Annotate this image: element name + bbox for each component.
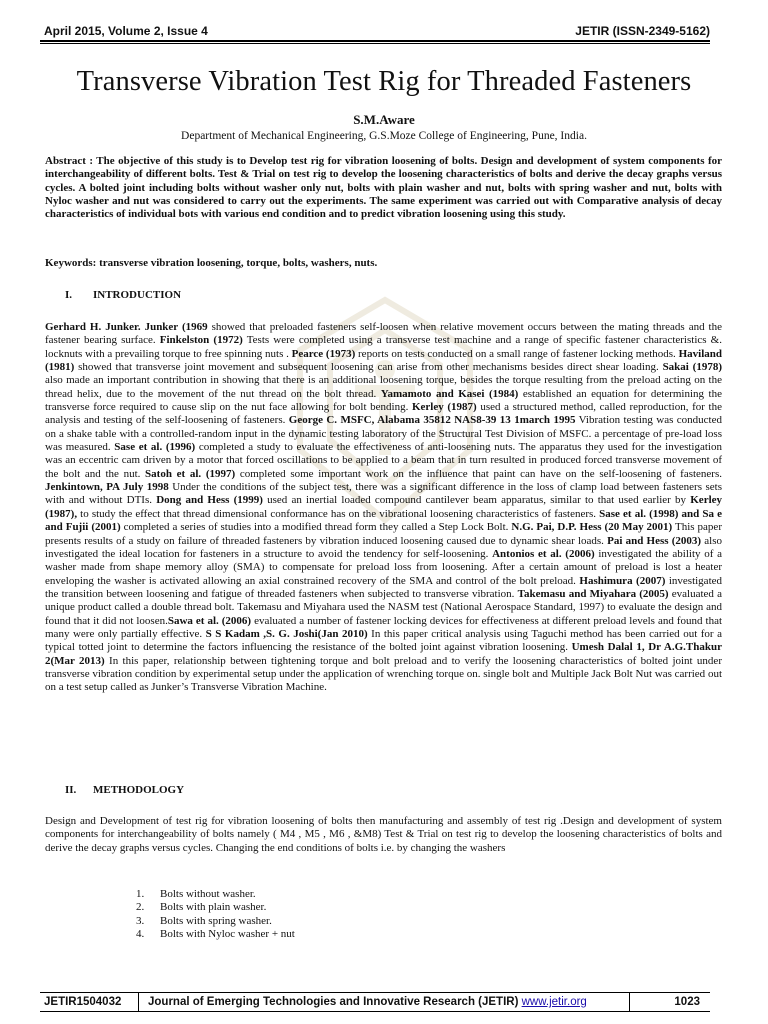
washer-condition-list xyxy=(136,888,295,942)
intro-run: used a structured method, called reproduction, for the analysis and testing of the self-loosening of fasteners. xyxy=(45,401,722,427)
intro-run: evaluated a unique product called a double thread bolt. Takemasu and Miyahara used the NASM test (National Aerospace Standard, 1997) to evaluate the design and found that it did not loosen. xyxy=(45,587,723,627)
intro-run: used an inertial loaded compound cantilever beam apparatus, similar to that used earlier by xyxy=(262,494,691,507)
citation: S S Kadam ,S. G. Joshi(Jan 2010) xyxy=(205,627,368,640)
list-number: 3. xyxy=(136,914,145,927)
citation: Jenkintown, PA July 1998 xyxy=(45,481,169,494)
keywords: Keywords: transverse vibration loosening, torque, bolts, washers, nuts. xyxy=(45,257,378,269)
citation: Yamamoto and Kasei (1984) xyxy=(380,387,519,400)
author-affiliation: Department of Mechanical Engineering, G.S.Moze College of Engineering, Pune, India. xyxy=(181,130,587,142)
intro-run: Vibration testing was conducted on a shake table with a controlled-random input in the dynamic testing laboratory of the Structural Test Division of MSFC. a percentage of pre-load loss was measured. xyxy=(45,414,722,454)
citation: Haviland (1981) xyxy=(45,347,722,374)
journal-issn: JETIR (ISSN-2349-5162) xyxy=(575,24,710,38)
intro-run: Tests were completed using a transverse test machine and a range of specific fastener characteristics &. locknuts with a prevailing torque to free spinning nuts . xyxy=(45,334,722,360)
methodology-text: Design and Development of test rig for vibration loosening of bolts then manufacturing and assembly of test rig .Design and development of system components for interchangeability of bolts namely ( M4 , M5 , M6 , &M8) Test & Trial on test rig to develop the loosening characteristics of bolts and derive the decay graphs versus cycles. Changing the end conditions of bolts i.e. by changing the washers xyxy=(45,815,722,854)
intro-run: In this paper critical analysis using Taguchi method has been carried out for a typical totted joint to determine the factors influencing the resistance of the bolted joint against vibration loosening. xyxy=(45,627,722,654)
introduction-text xyxy=(45,321,722,695)
section-heading-methodology xyxy=(65,784,184,796)
citation: Sase et al. (1996) xyxy=(114,441,196,454)
intro-run: completed some important work on the influence that paint can have on the self-loosening of fasteners. xyxy=(235,467,722,480)
section-title: METHODOLOGY xyxy=(93,784,185,796)
citation: Antonios et al. (2006) xyxy=(492,547,595,560)
intro-run: showed that transverse joint movement and subsequent loosening can arise from other mechanisms besides direct shear loading. xyxy=(74,361,663,374)
citation: Gerhard H. Junker. Junker (1969 xyxy=(45,321,208,333)
page-number: 1023 xyxy=(674,996,700,1008)
list-number: 4. xyxy=(136,928,145,941)
intro-run: also investigated the ideal location for fasteners in a structure to avoid the tendency for self-loosening. xyxy=(45,534,722,560)
paper-title: Transverse Vibration Test Rig for Threaded Fasteners xyxy=(76,66,692,97)
footer-rule-bottom xyxy=(40,1011,710,1012)
list-text: Bolts with spring washer. xyxy=(160,914,272,927)
page-header xyxy=(40,20,710,38)
journal-link[interactable]: www.jetir.org xyxy=(521,996,587,1008)
citation: Sawa et al. (2006) xyxy=(167,614,252,627)
list-number: 1. xyxy=(136,888,145,900)
intro-run: In this paper, relationship between tightening torque and bolt preload and to verify the loosening characteristics of bolted joint under transverse vibration condition by experimental setup under the application of wrenching torque on. single bolt and Multiple Jack Bolt Nut was carried out on a test setup called as Junker’s Transverse Vibration Machine. xyxy=(45,654,722,694)
section-title: INTRODUCTION xyxy=(93,289,182,301)
footer-divider xyxy=(138,992,139,1011)
section-heading-introduction xyxy=(65,289,181,301)
intro-run: completed a series of studies into a modified thread form they called a Step Lock Bolt. xyxy=(120,521,512,534)
citation: Pearce (1973) xyxy=(291,347,356,360)
list-number: 2. xyxy=(136,901,145,914)
journal-name xyxy=(148,996,587,1008)
citation: George C. MSFC, Alabama 35812 NAS8-39 13 1march 1995 xyxy=(288,414,576,427)
citation: N.G. Pai, D.P. Hess (20 May 2001) xyxy=(511,521,673,534)
article-id: JETIR1504032 xyxy=(44,996,122,1008)
issue-date: April 2015, Volume 2, Issue 4 xyxy=(44,24,208,38)
list-text: Bolts without washer. xyxy=(160,888,256,900)
intro-run: completed a study to evaluate the effectiveness of anti-loosening nuts. The apparatus they used for the investigation was an eccentric cam driven by a motor that forced oscillations to be applied to a beam that in turn resulted in produced forced transverse movement of the bolt and the nut. xyxy=(45,441,722,480)
header-rule-thin xyxy=(40,43,710,44)
section-number: I. xyxy=(65,289,73,301)
intro-run: This paper presents results of a study on failure of threaded fasteners by vibration induced loosening caused due to dynamic shear loads. xyxy=(45,521,722,547)
intro-run: investigated the ability of a washer made from shape memory alloy (SMA) to compensate for preload loss from loosening. After a certain amount of preload is lost a heater enveloping the washer is activated allowing an axial constrained recovery of the SMA and control of the bolt preload. xyxy=(45,547,722,587)
list-text: Bolts with Nyloc washer + nut xyxy=(160,928,295,941)
citation: Umesh Dalal 1, Dr A.G.Thakur 2(Mar 2013) xyxy=(45,641,722,667)
citation: Hashimura (2007) xyxy=(579,574,666,587)
citation: Pai and Hess (2003) xyxy=(607,534,702,547)
journal-title: Journal of Emerging Technologies and Innovative Research (JETIR) xyxy=(148,996,522,1008)
list-text: Bolts with plain washer. xyxy=(160,901,267,914)
citation: Takemasu and Miyahara (2005) xyxy=(517,587,669,600)
list-item xyxy=(136,888,295,901)
citation: Kerley (1987), xyxy=(45,494,723,520)
intro-run: showed that preloaded fasteners self-loosen when relative movement occurs between the mating threads and the fastener bearing surface. xyxy=(45,321,722,347)
citation: Finkelston (1972) xyxy=(159,334,243,347)
section-number: II. xyxy=(65,784,77,796)
citation: Sakai (1978) xyxy=(662,361,722,374)
intro-run: reports on tests conducted on a small range of fastener locking methods. xyxy=(355,347,679,360)
intro-run: Under the conditions of the subject test, there was a significant difference in the loss of clamp load between fasteners sets with and without DTIs. xyxy=(45,481,722,507)
list-item xyxy=(136,928,295,941)
intro-run: also made an important contribution in showing that there is an additional loosening torque, besides the torque resulting from the preload acting on the thread helix, due to the movement of the nut thread on the bolt thread. xyxy=(45,374,722,400)
citation: Satoh et al. (1997) xyxy=(145,467,236,480)
intro-run: investigated the transition between loosening and fatigue of threaded fasteners when subjected to transverse vibration. xyxy=(45,574,723,600)
author-name: S.M.Aware xyxy=(353,112,415,127)
list-item xyxy=(136,901,295,914)
abstract: Abstract : The objective of this study is to Develop test rig for vibration loosening of bolts. Design and development of system components for interchangeability of different bolts. Test & Trial on test rig to develop the loosening characteristics of bolts and derive the decay graphs versus cycles. A bolted joint including bolts without washer only nut, bolts with plain washer and nut, bolts with spring washer and nut, bolts with Nyloc washer and nut was considered to carry out the experiments. The same experiment was carried out with Comparative analysis of decay characteristics of individual bots with various end condition and to predict vibration loosening using this study. xyxy=(45,155,722,221)
footer-divider xyxy=(629,992,630,1011)
intro-run: evaluated a number of fastener locking devices for effectiveness at different preload levels and found that many were only partially effective. xyxy=(45,614,723,640)
page-footer xyxy=(40,994,710,1010)
citation: Sase et al. (1998) and Sa e and Fujii (2001) xyxy=(45,507,722,534)
footer-rule xyxy=(40,992,710,993)
citation: Kerley (1987) xyxy=(411,401,477,414)
list-item xyxy=(136,915,295,928)
intro-run: established an equation for determining the transverse force required to cause slip on the nut face allowing for bolt bending. xyxy=(45,387,722,414)
header-rule xyxy=(40,40,710,42)
citation: Dong and Hess (1999) xyxy=(156,494,263,507)
intro-run: to study the effect that thread dimensional conformance has on the vibrational loosening characteristics of fasteners. xyxy=(77,507,600,520)
